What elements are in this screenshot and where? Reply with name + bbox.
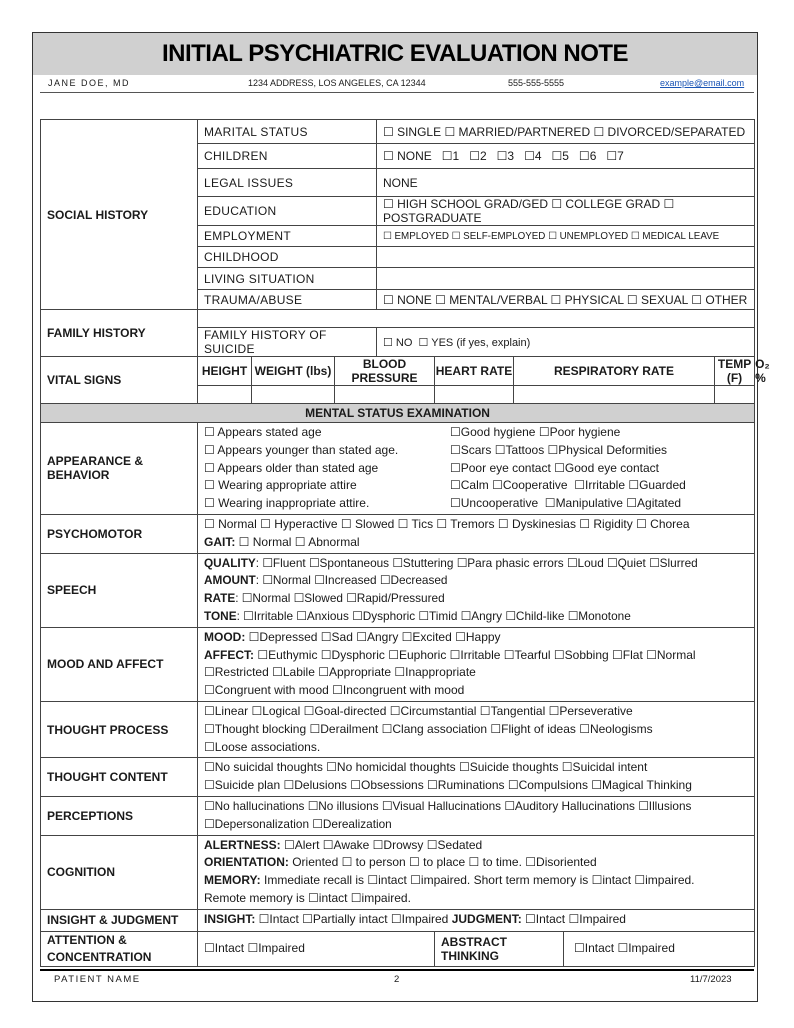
- thought-process-section: THOUGHT PROCESS: [41, 701, 198, 757]
- provider-email-link[interactable]: example@email.com: [660, 78, 745, 88]
- title-bar: [33, 33, 757, 75]
- thought-process-line-1[interactable]: ☐Linear ☐Logical ☐Goal-directed ☐Circumstantial ☐Tangential ☐Perseverative: [204, 703, 633, 718]
- suicide-history-label: FAMILY HISTORY OF SUICIDE: [198, 328, 377, 357]
- vital-hr-header: HEART RATE: [435, 357, 514, 386]
- vital-temp-header: TEMP (F): [715, 357, 755, 386]
- vital-height-field[interactable]: [198, 386, 252, 404]
- vital-weight-header: WEIGHT (lbs): [252, 357, 335, 386]
- tone-label: TONE: [204, 608, 237, 623]
- living-situation-field[interactable]: [377, 268, 755, 290]
- rate-options[interactable]: : ☐Normal ☐Slowed ☐Rapid/Pressured: [235, 591, 445, 606]
- appearance-section: APPEARANCE & BEHAVIOR: [41, 423, 198, 515]
- family-history-blank[interactable]: [198, 310, 755, 328]
- children-label: CHILDREN: [198, 144, 377, 169]
- perceptions-options[interactable]: [198, 796, 755, 835]
- orientation-label: ORIENTATION:: [204, 855, 289, 870]
- affect-options-2[interactable]: ☐Restricted ☐Labile ☐Appropriate ☐Inappropriate: [204, 665, 476, 680]
- mood-label: MOOD:: [204, 629, 246, 644]
- insight-label: INSIGHT:: [204, 912, 256, 927]
- judgment-label: JUDGMENT:: [451, 912, 522, 927]
- children-options[interactable]: ☐ NONE ☐1 ☐2 ☐3 ☐4 ☐5 ☐6 ☐7: [377, 144, 755, 169]
- memory-label: MEMORY:: [204, 873, 261, 888]
- affect-options[interactable]: ☐Euthymic ☐Dysphoric ☐Euphoric ☐Irritable ☐Tearful ☐Sobbing ☐Flat ☐Normal: [254, 647, 696, 662]
- alertness-label: ALERTNESS:: [204, 837, 281, 852]
- thought-content-line-1[interactable]: ☐No suicidal thoughts ☐No homicidal thoughts ☐Suicide thoughts ☐Suicidal intent: [204, 760, 648, 775]
- childhood-field[interactable]: [377, 247, 755, 268]
- vital-bp-header: BLOOD PRESSURE: [335, 357, 435, 386]
- insight-options[interactable]: ☐Intact ☐Partially intact ☐Impaired: [255, 912, 452, 927]
- footer-date: 11/7/2023: [690, 974, 732, 985]
- appearance-options[interactable]: [198, 423, 755, 515]
- perceptions-section: PERCEPTIONS: [41, 796, 198, 835]
- amount-options[interactable]: : ☐Normal ☐Increased ☐Decreased: [255, 573, 448, 588]
- thought-process-line-3[interactable]: ☐Loose associations.: [204, 739, 321, 754]
- insight-judgment-options[interactable]: [198, 909, 755, 931]
- appearance-left-4[interactable]: ☐ Wearing appropriate attire: [204, 478, 357, 493]
- suicide-history-options[interactable]: ☐ NO ☐ YES (if yes, explain): [377, 328, 755, 357]
- education-label: EDUCATION: [198, 197, 377, 226]
- appearance-right-5[interactable]: ☐Uncooperative ☐Manipulative ☐Agitated: [450, 496, 682, 511]
- psychomotor-options[interactable]: [198, 514, 755, 553]
- quality-options[interactable]: : ☐Fluent ☐Spontaneous ☐Stuttering ☐Para phasic errors ☐Loud ☐Quiet ☐Slurred: [255, 555, 698, 570]
- appearance-right-3[interactable]: ☐Poor eye contact ☐Good eye contact: [450, 460, 659, 475]
- mse-header: MENTAL STATUS EXAMINATION: [41, 404, 755, 423]
- mood-affect-options[interactable]: [198, 627, 755, 701]
- perceptions-line-2[interactable]: ☐Depersonalization ☐Derealization: [204, 816, 392, 831]
- judgment-options[interactable]: ☐Intact ☐Impaired: [521, 912, 626, 927]
- perceptions-line-1[interactable]: ☐No hallucinations ☐No illusions ☐Visual Hallucinations ☐Auditory Hallucinations ☐Illusions: [204, 798, 692, 813]
- vital-rr-field[interactable]: [514, 386, 715, 404]
- rate-label: RATE: [204, 591, 236, 606]
- affect-label: AFFECT:: [204, 647, 254, 662]
- appearance-left-3[interactable]: ☐ Appears older than stated age: [204, 460, 379, 475]
- vital-rr-header: RESPIRATORY RATE: [514, 357, 715, 386]
- appearance-left-2[interactable]: ☐ Appears younger than stated age.: [204, 442, 399, 457]
- appearance-right-2[interactable]: ☐Scars ☐Tattoos ☐Physical Deformities: [450, 442, 668, 457]
- patient-name-label: PATIENT NAME: [54, 974, 141, 985]
- memory-options[interactable]: Immediate recall is ☐intact ☐impaired. Short term memory is ☐intact ☐impaired.: [260, 873, 695, 888]
- header-divider: [40, 92, 754, 93]
- tone-options[interactable]: : ☐Irritable ☐Anxious ☐Dysphoric ☐Timid ☐Angry ☐Child-like ☐Monotone: [236, 608, 631, 623]
- thought-process-options[interactable]: [198, 701, 755, 757]
- quality-label: QUALITY: [204, 555, 256, 570]
- living-situation-label: LIVING SITUATION: [198, 268, 377, 290]
- vital-hr-field[interactable]: [435, 386, 514, 404]
- gait-label: GAIT:: [204, 534, 236, 549]
- vital-weight-field[interactable]: [252, 386, 335, 404]
- social-history-section: SOCIAL HISTORY: [41, 120, 198, 310]
- trauma-label: TRAUMA/ABUSE: [198, 290, 377, 310]
- congruence-options[interactable]: ☐Congruent with mood ☐Incongruent with mood: [204, 683, 465, 698]
- appearance-left-5[interactable]: ☐ Wearing inappropriate attire.: [204, 496, 370, 511]
- footer-divider: [40, 969, 754, 971]
- education-options[interactable]: ☐ HIGH SCHOOL GRAD/GED ☐ COLLEGE GRAD ☐ POSTGRADUATE: [377, 197, 755, 226]
- amount-label: AMOUNT: [204, 573, 256, 588]
- thought-process-line-2[interactable]: ☐Thought blocking ☐Derailment ☐Clang association ☐Flight of ideas ☐Neologisms: [204, 721, 653, 736]
- cognition-section: COGNITION: [41, 835, 198, 909]
- vital-bp-field[interactable]: [335, 386, 435, 404]
- marital-status-options[interactable]: ☐ SINGLE ☐ MARRIED/PARTNERED ☐ DIVORCED/SEPARATED: [377, 120, 755, 144]
- provider-phone: 555-555-5555: [508, 78, 565, 88]
- abstract-thinking-options[interactable]: ☐Intact ☐Impaired: [564, 931, 755, 966]
- marital-status-label: MARITAL STATUS: [198, 120, 377, 144]
- appearance-right-1[interactable]: ☐Good hygiene ☐Poor hygiene: [450, 425, 621, 439]
- provider-name: JANE DOE, MD: [48, 78, 131, 88]
- mood-options[interactable]: ☐Depressed ☐Sad ☐Angry ☐Excited ☐Happy: [245, 629, 501, 644]
- gait-options[interactable]: ☐ Normal ☐ Abnormal: [235, 534, 360, 549]
- trauma-options[interactable]: ☐ NONE ☐ MENTAL/VERBAL ☐ PHYSICAL ☐ SEXUAL ☐ OTHER: [377, 290, 755, 310]
- speech-options[interactable]: [198, 553, 755, 627]
- insight-judgment-section: INSIGHT & JUDGMENT: [41, 909, 198, 931]
- page-number: 2: [394, 974, 400, 985]
- family-history-section: FAMILY HISTORY: [41, 310, 198, 357]
- legal-issues-label: LEGAL ISSUES: [198, 169, 377, 197]
- vital-temp-field[interactable]: [715, 386, 755, 404]
- vital-height-header: HEIGHT: [198, 357, 252, 386]
- appearance-right-4[interactable]: ☐Calm ☐Cooperative ☐Irritable ☐Guarded: [450, 478, 686, 493]
- orientation-options[interactable]: Oriented ☐ to person ☐ to place ☐ to time. ☐Disoriented: [288, 855, 597, 870]
- mood-affect-section: MOOD AND AFFECT: [41, 627, 198, 701]
- employment-label: EMPLOYMENT: [198, 226, 377, 247]
- abstract-thinking-label: ABSTRACT THINKING: [435, 931, 564, 966]
- legal-issues-value[interactable]: NONE: [377, 169, 755, 197]
- childhood-label: CHILDHOOD: [198, 247, 377, 268]
- provider-address: 1234 ADDRESS, LOS ANGELES, CA 12344: [248, 78, 426, 88]
- psychomotor-section: PSYCHOMOTOR: [41, 514, 198, 553]
- thought-content-section: THOUGHT CONTENT: [41, 758, 198, 797]
- evaluation-form: SOCIAL HISTORY MARITAL STATUS ☐ SINGLE ☐ MARRIED/PARTNERED ☐ DIVORCED/SEPARATED CHILDREN ☐ NONE ☐1 ☐2 ☐3 ☐4 ☐5 ☐6 ☐7 LEGAL ISSUES NONE EDUCATION ☐ HIGH SCHOOL GRAD/GED ☐ COLLEGE GRAD ☐ POSTGRADUATE EMPLOYMENT ☐ EMPLOYED ☐ SELF-EMPLOYED ☐ UNEMPLOYED ☐ MEDICAL LEAVE CHILDHOOD LIVING SITUATION TRAUMA/ABUSE ☐ NONE ☐ MENTAL/VERBAL ☐ PHYSICAL ☐ SEXUAL ☐ OTHER FAMILY HISTORY FAMILY HISTORY OF SUICIDE ☐ NO ☐ YES (if yes, explain) VITAL SIGNS HEIGHT WEIGHT (lbs) BLOOD PRESSURE HEART RATE RESPIRATORY RATE TEMP (F) O₂ % MENTAL STATUS EXAMINATION APPEARANCE & BEHAVIOR ☐ Appears stated age ☐ Appears younger than stated age. ☐ Appears older than stated age ☐ Wearing appropriate attire ☐ Wearing inappropriate attire. ☐Good hygiene ☐Poor hygiene ☐Scars ☐Tattoos ☐Physical Deformities ☐Poor eye contact ☐Good eye contact ☐Calm ☐Cooperative ☐Irritable ☐Guarded ☐Uncooperative ☐Manipulative ☐Agitated PSYCHOMOTOR ☐ Normal ☐ Hyperactive ☐ Slowed ☐ Tics ☐ Tremors ☐ Dyskinesias ☐ Rigidity ☐ Chorea GAIT: ☐ Normal ☐ Abnormal SPEECH QUALITY: ☐Fluent ☐Spontaneous ☐Stuttering ☐Para phasic errors ☐Loud ☐Quiet ☐Slurred AMOUNT: ☐Normal ☐Increased ☐Decreased RATE: ☐Normal ☐Slowed ☐Rapid/Pressured TONE: ☐Irritable ☐Anxious ☐Dysphoric ☐Timid ☐Angry ☐Child-like ☐Monotone MOOD AND AFFECT MOOD: ☐Depressed ☐Sad ☐Angry ☐Excited ☐Happy AFFECT: ☐Euthymic ☐Dysphoric ☐Euphoric ☐Irritable ☐Tearful ☐Sobbing ☐Flat ☐Normal ☐Restricted ☐Labile ☐Appropriate ☐Inappropriate ☐Congruent with mood ☐Incongruent with mood THOUGHT PROCESS ☐Linear ☐Logical ☐Goal-directed ☐Circumstantial ☐Tangential ☐Perseverative ☐Thought blocking ☐Derailment ☐Clang association ☐Flight of ideas ☐Neologisms ☐Loose associations. THOUGHT CONTENT ☐No suicidal thoughts ☐No homicidal thoughts ☐Suicide thoughts ☐Suicidal intent ☐Suicide plan ☐Delusions ☐Obsessions ☐Ruminations ☐Compulsions ☐Magical Thinking PERCEPTIONS ☐No hallucinations ☐No illusions ☐Visual Hallucinations ☐Auditory Hallucinations ☐Illusions ☐Depersonalization ☐Derealization COGNITION ALERTNESS: ☐Alert ☐Awake ☐Drowsy ☐Sedated ORIENTATION: Oriented ☐ to person ☐ to place ☐ to time. ☐Disoriented MEMORY: Immediate recall is ☐intact ☐impaired. Short term memory is ☐intact ☐impaired. Remote memory is ☐intact ☐impaired. INSIGHT & JUDGMENT INSIGHT: ☐Intact ☐Partially intact ☐Impaired JUDGMENT: ☐Intact ☐Impaired ATTENTION & CONCENTRATION ☐Intact ☐Impaired ABSTRACT THINKING ☐Intact ☐Impaired: [40, 119, 755, 967]
- remote-memory-options[interactable]: Remote memory is ☐intact ☐impaired.: [204, 890, 411, 905]
- attention-section: ATTENTION & CONCENTRATION: [41, 931, 198, 966]
- cognition-options[interactable]: [198, 835, 755, 909]
- speech-section: SPEECH: [41, 553, 198, 627]
- psychomotor-line[interactable]: ☐ Normal ☐ Hyperactive ☐ Slowed ☐ Tics ☐ Tremors ☐ Dyskinesias ☐ Rigidity ☐ Chorea: [204, 516, 690, 531]
- page-title: INITIAL PSYCHIATRIC EVALUATION NOTE: [161, 40, 629, 67]
- thought-content-line-2[interactable]: ☐Suicide plan ☐Delusions ☐Obsessions ☐Ruminations ☐Compulsions ☐Magical Thinking: [204, 778, 692, 793]
- appearance-left-1[interactable]: ☐ Appears stated age: [204, 425, 322, 439]
- vital-signs-section: VITAL SIGNS: [41, 357, 198, 404]
- thought-content-options[interactable]: [198, 758, 755, 797]
- attention-options[interactable]: ☐Intact ☐Impaired: [198, 931, 435, 966]
- employment-options[interactable]: ☐ EMPLOYED ☐ SELF-EMPLOYED ☐ UNEMPLOYED ☐ MEDICAL LEAVE: [377, 226, 755, 247]
- alertness-options[interactable]: ☐Alert ☐Awake ☐Drowsy ☐Sedated: [280, 837, 483, 852]
